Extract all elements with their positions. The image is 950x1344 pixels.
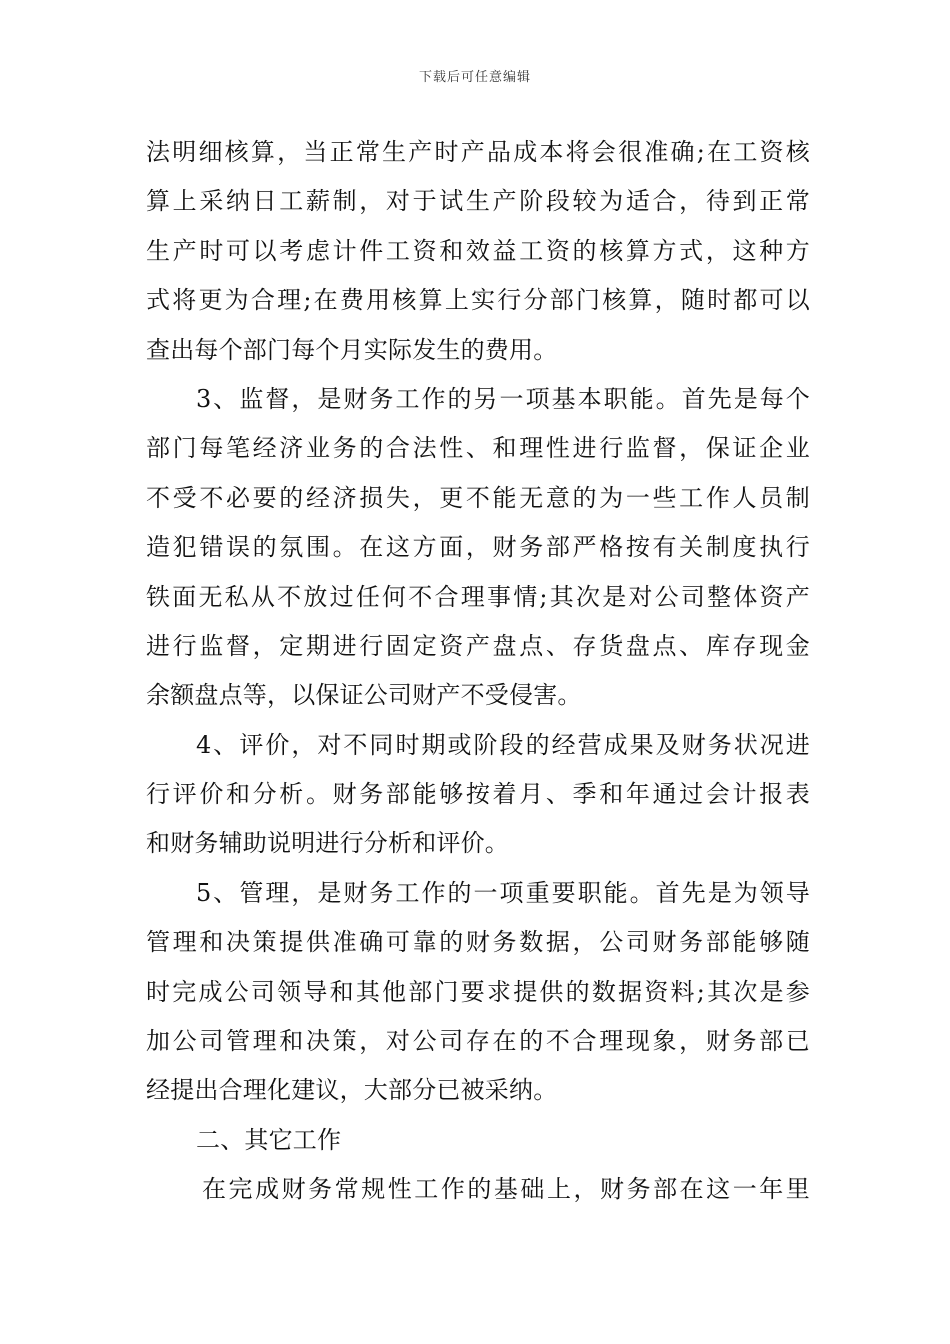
text-line: 查出每个部门每个月实际发生的费用。 <box>146 335 558 364</box>
text-line: 进行监督，定期进行固定资产盘点、存货盘点、库存现金 <box>146 631 810 660</box>
text-line: 在完成财务常规性工作的基础上，财务部在这一年里 <box>202 1175 810 1204</box>
text-line: 加公司管理和决策，对公司存在的不合理现象，财务部已 <box>146 1027 810 1056</box>
text-line: 铁面无私从不放过任何不合理事情;其次是对公司整体资产 <box>146 582 810 611</box>
text-line: 时完成公司领导和其他部门要求提供的数据资料;其次是参 <box>146 977 810 1006</box>
text-line: 不受不必要的经济损失，更不能无意的为一些工作人员制 <box>146 483 810 512</box>
text-line: 管理和决策提供准确可靠的财务数据，公司财务部能够随 <box>146 928 810 957</box>
text-line: 4、评价，对不同时期或阶段的经营成果及财务状况进 <box>196 730 810 759</box>
text-line: 式将更为合理;在费用核算上实行分部门核算，随时都可以 <box>146 286 810 315</box>
text-line: 3、监督，是财务工作的另一项基本职能。首先是每个 <box>196 384 810 413</box>
text-line: 经提出合理化建议，大部分已被采纳。 <box>146 1076 558 1105</box>
text-line: 和财务辅助说明进行分析和评价。 <box>146 829 509 858</box>
page-header: 下载后可任意编辑 <box>418 70 531 85</box>
document-body <box>146 128 810 1215</box>
text-line: 算上采纳日工薪制，对于试生产阶段较为适合，待到正常 <box>146 187 810 216</box>
text-line: 行评价和分析。财务部能够按着月、季和年通过会计报表 <box>146 780 810 809</box>
text-line: 余额盘点等，以保证公司财产不受侵害。 <box>146 681 582 710</box>
section-heading: 二、其它工作 <box>196 1125 342 1154</box>
text-line: 部门每笔经济业务的合法性、和理性进行监督，保证企业 <box>146 434 810 463</box>
text-line: 生产时可以考虑计件工资和效益工资的核算方式，这种方 <box>146 236 810 265</box>
text-line: 5、管理，是财务工作的一项重要职能。首先是为领导 <box>196 878 810 907</box>
text-line: 法明细核算，当正常生产时产品成本将会很准确;在工资核 <box>146 138 810 166</box>
text-line: 造犯错误的氛围。在这方面，财务部严格按有关制度执行 <box>146 533 810 562</box>
